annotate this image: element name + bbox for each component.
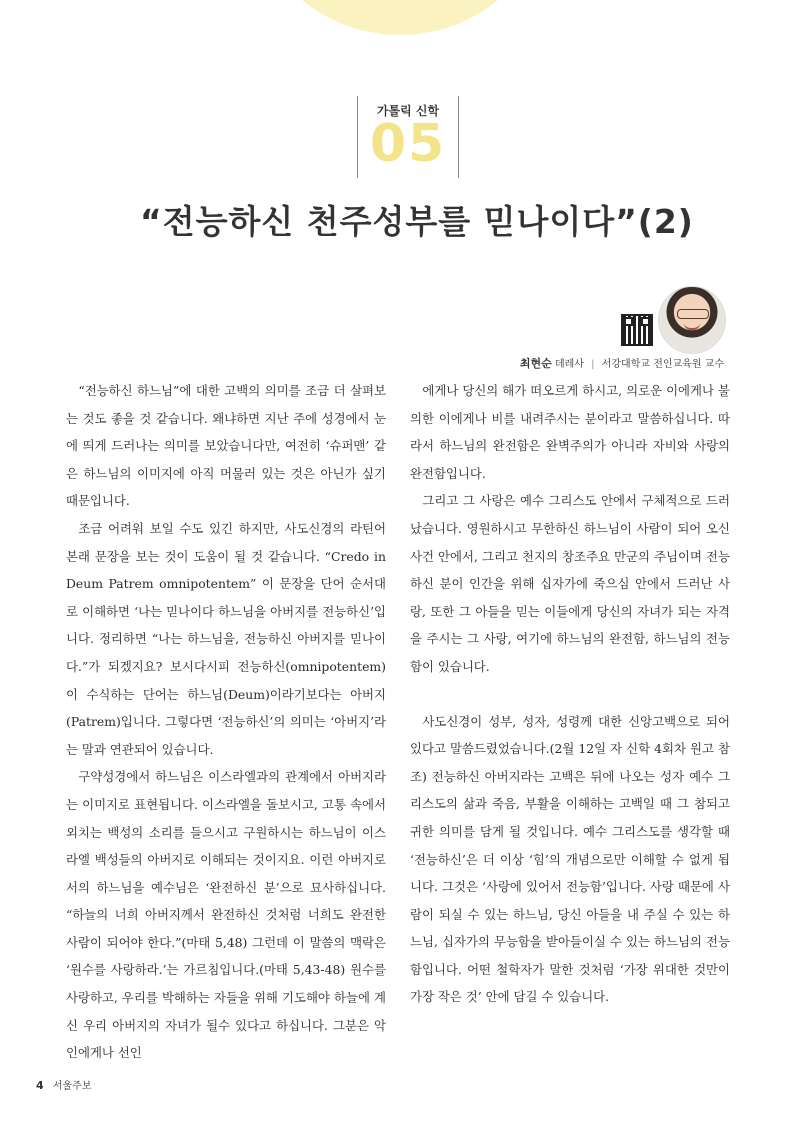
- right-column: [410, 377, 730, 1011]
- qr-code-icon[interactable]: [621, 314, 653, 346]
- paragraph: 조금 어려워 보일 수도 있긴 하지만, 사도신경의 라틴어 본래 문장을 보는 것이 도움이 될 것 같습니다. “Credo in Deum Patrem omnipotentem” 이 문장을 단어 순서대로 이해하면 ‘나는 믿나이다 하느님을 아버지를 전능하신’입니다. 정리하면 “나는 하느님을, 전능하신 아버지를 믿나이다.”가 되겠지요? 보시다시피 전능하신(omnipotentem)이 수식하는 단어는 하느님(Deum)이라기보다는 아버지(Patrem)입니다. 그렇다면 ‘전능하신’의 의미는 ‘아버지’라는 말과 연관되어 있습니다.: [66, 520, 386, 757]
- paragraph: 구약성경에서 하느님은 이스라엘과의 관계에서 아버지라는 이미지로 표현됩니다. 이스라엘을 돌보시고, 고통 속에서 외치는 백성의 소리를 들으시고 구원하시는 하느님이 이스라엘 백성들의 아버지로 이해되는 것이지요. 이런 아버지로서의 하느님을 예수님은 ‘완전하신 분’으로 묘사하십니다. “하늘의 너희 아버지께서 완전하신 것처럼 너희도 완전한 사람이 되어야 한다.”(마태 5,48) 그런데 이 말씀의 맥락은 ‘원수를 사랑하라.’는 가르침입니다.(마태 5,43-48) 원수를 사랑하고, 우리를 박해하는 자들을 위해 기도해야 하늘에 계신 우리 아버지의 자녀가 될수 있다고 하십니다. 그분은 악인에게나 선인: [66, 769, 386, 1061]
- page-number: 4: [36, 1079, 44, 1092]
- paragraph: 사도신경이 성부, 성자, 성령께 대한 신앙고백으로 되어 있다고 말씀드렸었습니다.(2월 12일 자 신학 4회차 원고 참조) 전능하신 아버지라는 고백은 뒤에 나오는 성자 예수 그리스도의 삶과 죽음, 부활을 이해하는 고백일 때 그 참되고 귀한 의미를 담게 될 것입니다. 예수 그리스도를 생각할 때 ‘전능하신’은 더 이상 ‘힘’의 개념으로만 이해할 수 없게 됩니다. 그것은 ‘사랑에 있어서 전능함’입니다. 사랑 때문에 사람이 되실 수 있는 하느님, 당신 아들을 내 주실 수 있는 하느님, 십자가의 무능함을 받아들이실 수 있는 하느님의 전능함입니다. 어떤 철학자가 말한 것처럼 ‘가장 위대한 것만이 가장 작은 것’ 안에 담길 수 있습니다.: [410, 713, 730, 1005]
- left-column: [66, 377, 386, 1067]
- article-title: “전능하신 천주성부를 믿나이다”(2): [140, 202, 694, 241]
- paragraph: 그리고 그 사랑은 예수 그리스도 안에서 구체적으로 드러났습니다. 영원하시고 무한하신 하느님이 사람이 되어 오신 사건 안에서, 그리고 천지의 창조주요 만군의 주님이며 전능하신 분이 인간을 위해 십자가에 죽으심 안에서 드러난 사랑, 또한 그 아들을 믿는 이들에게 당신의 자녀가 되는 자격을 주시는 그 사랑, 여기에 하느님의 완전함, 하느님의 전능함이 있습니다.: [410, 493, 730, 674]
- byline-separator: |: [591, 359, 595, 370]
- page-footer: [36, 1077, 91, 1092]
- author-affiliation: 서강대학교 전인교육원 교수: [601, 359, 724, 370]
- author-name: 최현순: [519, 357, 552, 370]
- issue-number: 05: [369, 114, 447, 174]
- paragraph: “전능하신 하느님”에 대한 고백의 의미를 조금 더 살펴보는 것도 좋을 것 같습니다. 왜냐하면 지난 주에 성경에서 눈에 띄게 드러나는 의미를 보았습니다만, 여전히 ‘슈퍼맨’ 같은 하느님의 이미지에 아직 머물러 있는 것은 아닌가 싶기 때문입니다.: [66, 383, 386, 509]
- publication-name: 서울주보: [52, 1081, 92, 1092]
- decorative-header-circle: [245, 0, 555, 35]
- section-header: [357, 96, 459, 178]
- author-photo: [658, 286, 726, 354]
- author-baptismal-name: 데레사: [554, 359, 584, 370]
- author-photo-glasses: [677, 309, 709, 319]
- category-label: 가톨릭 신학: [376, 104, 440, 118]
- author-byline: [520, 355, 724, 371]
- author-photo-smile: [684, 323, 700, 330]
- paragraph: 에게나 당신의 해가 떠오르게 하시고, 의로운 이에게나 불의한 이에게나 비를 내려주시는 분이라고 말씀하십니다. 따라서 하느님의 완전함은 완벽주의가 아니라 자비와 사랑의 완전함입니다.: [410, 383, 730, 481]
